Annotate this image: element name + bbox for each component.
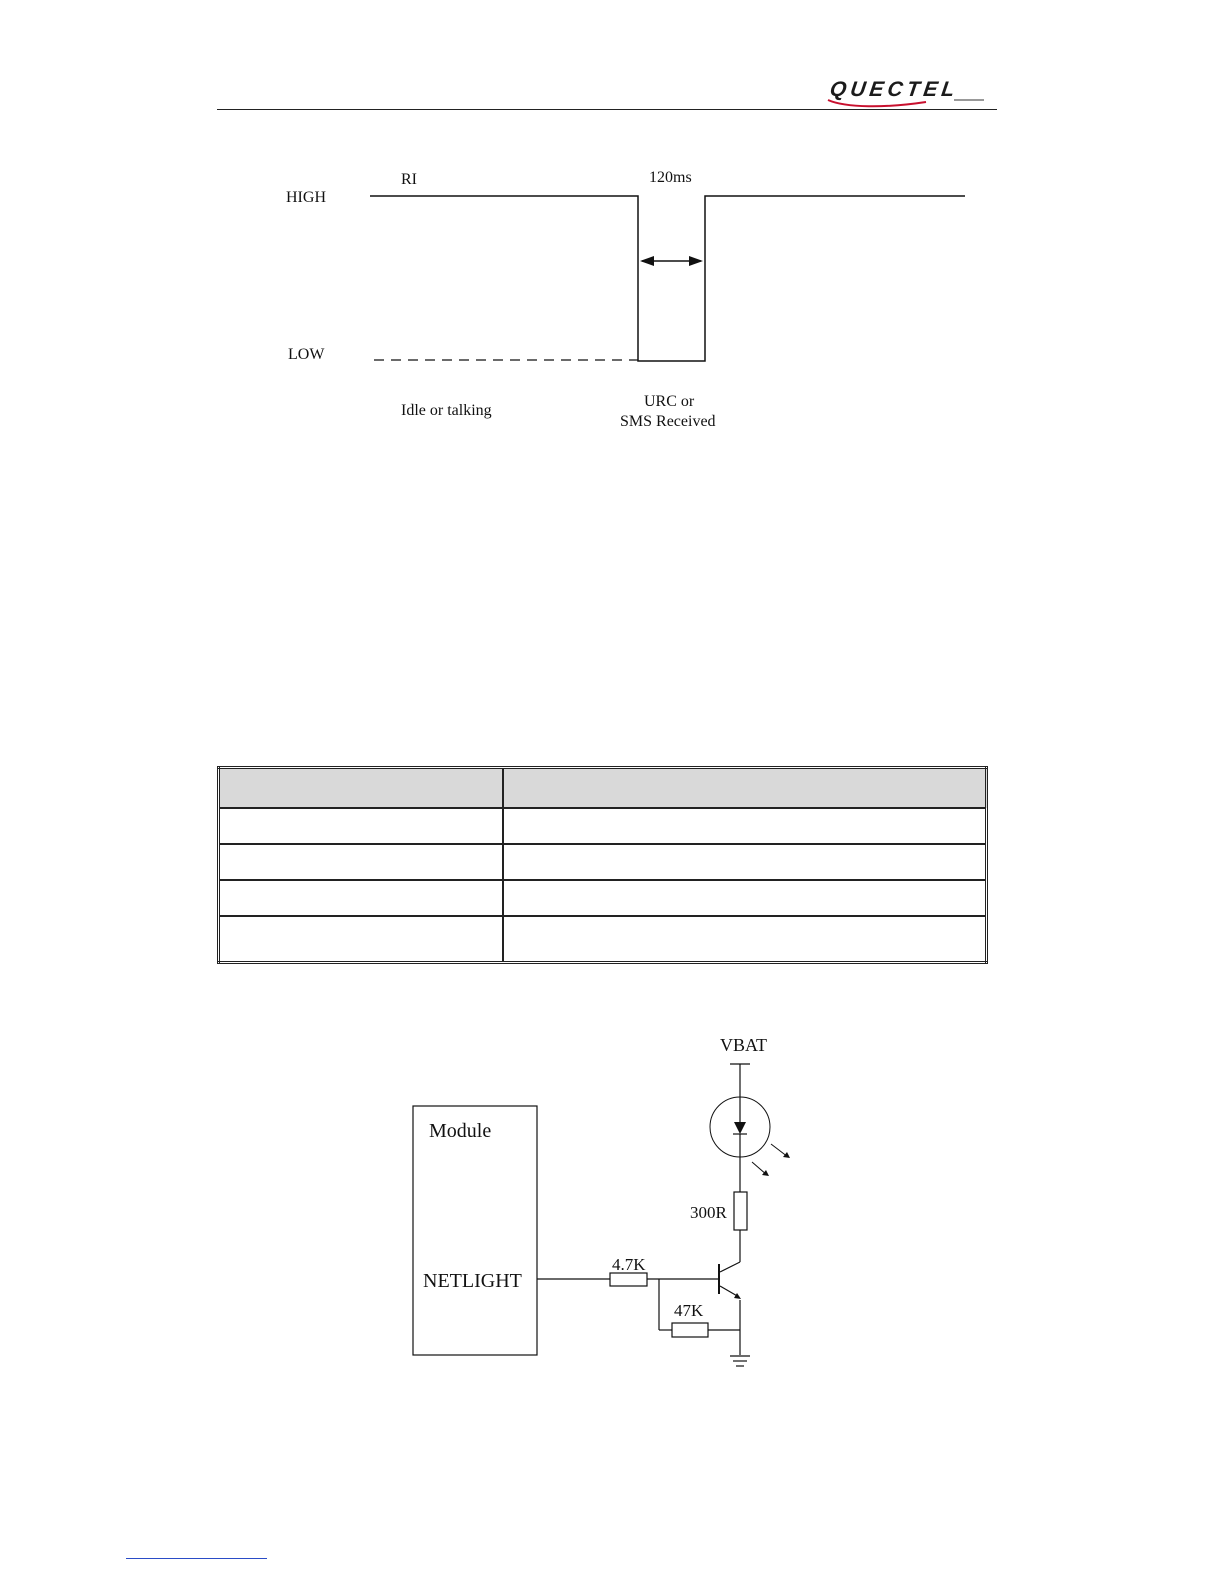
netlight-pin-label: NETLIGHT [423, 1270, 522, 1292]
table-header-cell [503, 768, 987, 809]
table-row [219, 844, 987, 880]
module-block [413, 1106, 537, 1355]
resistor-4-7k-label: 4.7K [612, 1255, 646, 1274]
netlight-status-table [217, 766, 988, 964]
event-label-line2: SMS Received [620, 413, 716, 430]
table-cell [503, 808, 987, 844]
table-header-row [219, 768, 987, 809]
arrow-head-right [689, 256, 703, 266]
table-row [219, 880, 987, 916]
arrow-head-left [640, 256, 654, 266]
resistor-47k [672, 1323, 708, 1337]
table-row [219, 916, 987, 963]
table-cell [503, 880, 987, 916]
ri-timing-diagram [0, 0, 1224, 460]
low-level-label: LOW [288, 346, 325, 363]
vbat-label: VBAT [720, 1035, 768, 1055]
table-cell [219, 844, 504, 880]
table-header-cell [219, 768, 504, 809]
table-cell [219, 808, 504, 844]
table-cell [219, 916, 504, 963]
event-label-line1: URC or [644, 393, 695, 410]
pulse-width-label: 120ms [649, 169, 692, 186]
table-cell [503, 916, 987, 963]
led-diode-triangle [734, 1122, 746, 1134]
footer-link[interactable] [126, 1558, 267, 1559]
logo-text: QUECTEL [828, 78, 961, 101]
resistor-47k-label: 47K [674, 1301, 704, 1320]
idle-state-label: Idle or talking [401, 402, 492, 419]
transistor-emitter-arrow [734, 1293, 741, 1299]
resistor-300r [734, 1192, 747, 1230]
table-row [219, 808, 987, 844]
table-cell [503, 844, 987, 880]
ri-signal-label: RI [401, 171, 417, 188]
module-label: Module [429, 1120, 492, 1142]
high-level-label: HIGH [286, 189, 326, 206]
table-cell [219, 880, 504, 916]
transistor-collector [720, 1262, 740, 1272]
ri-waveform [370, 196, 965, 361]
netlight-circuit-diagram [0, 1000, 1224, 1400]
resistor-300r-label: 300R [690, 1203, 727, 1222]
resistor-4-7k [610, 1273, 647, 1286]
